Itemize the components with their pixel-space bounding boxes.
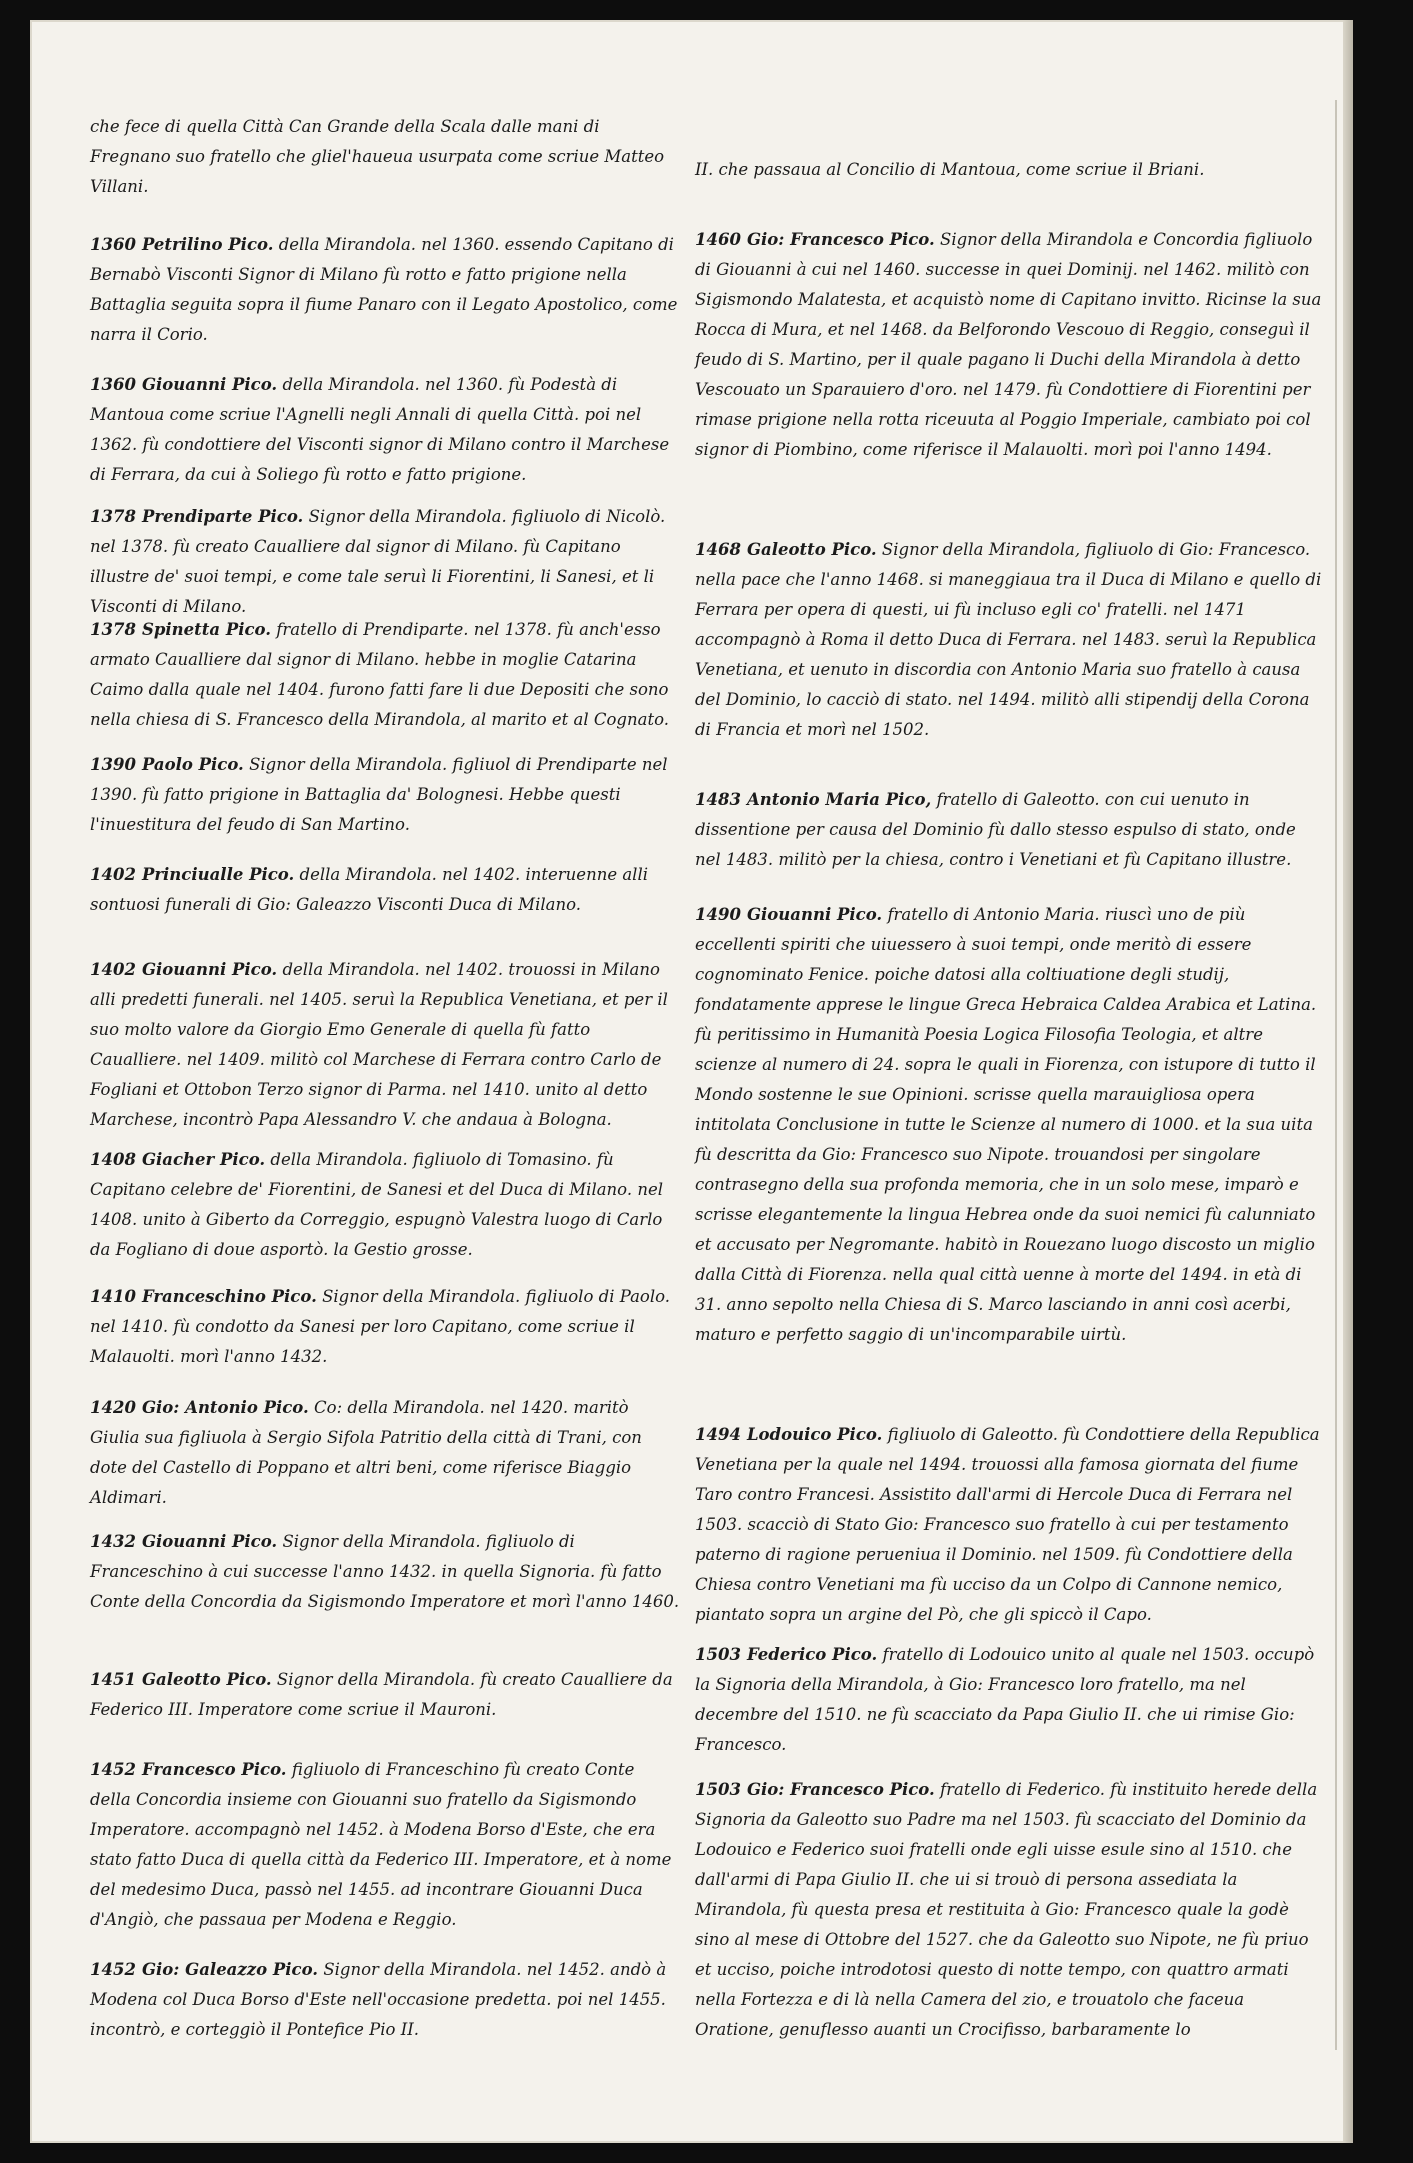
entry-text: della Mirandola. figliuolo di Tomasino. fù Capitano celebre de' Fiorentini, de Sanesi et del Duca di Milano. nel 1408. unito à Giberto da Correggio, espugnò Valestra luogo di Carlo da Fogliano di doue asportò. la Gestio grosse. bbox=[90, 1150, 663, 1259]
entry-name: Giouanni Pico. bbox=[141, 375, 278, 394]
entry bbox=[90, 615, 680, 735]
entry-text: figliuolo di Galeotto. fù Condottiere della Republica Venetiana per la quale nel 1494. trouossi alla famosa giornata del fiume Taro contro Francesi. Assistito dall'armi di Hercole Duca di Ferrara nel 1503. scacciò di Stato Gio: Francesco suo fratello à cui per testamento paterno di ragione perueniua il Dominio. nel 1509. fù Condottiere della Chiesa contro Venetiani ma fù ucciso da un Colpo di Cannone nemico, piantato sopra un argine del Pò, che gli spiccò il Capo. bbox=[695, 1425, 1320, 1624]
entry-year: 1360 bbox=[90, 235, 136, 254]
entry-year: 1408 bbox=[90, 1150, 136, 1169]
margin-rule bbox=[1335, 100, 1337, 2050]
entry-year: 1468 bbox=[695, 540, 741, 559]
entry-year: 1378 bbox=[90, 620, 136, 639]
left-continuation-text: che fece di quella Città Can Grande della Scala dalle mani di Fregnano suo fratello che gliel'haueua usurpata come scriue Matteo Villani. bbox=[90, 117, 665, 196]
entry-name: Giacher Pico. bbox=[141, 1150, 266, 1169]
right-continuation-text: II. che passaua al Concilio di Mantoua, come scriue il Briani. bbox=[695, 160, 1205, 179]
entry-year: 1460 bbox=[695, 230, 741, 249]
entry-year: 1494 bbox=[695, 1425, 741, 1444]
entry-text: fratello di Federico. fù instituito herede della Signoria da Galeotto suo Padre ma nel 1503. fù scacciato del Dominio da Lodouico e Federico suoi fratelli onde egli uisse esule sino al 1510. che dall'armi di Papa Giulio II. che ui si trouò di persona assediata la Mirandola, fù questa presa et restituita à Gio: Francesco quale la godè sino al mese di Ottobre del 1527. che da Galeotto suo Nipote, ne fù priuo et ucciso, poiche introdotosi questo di notte tempo, con quattro armati nella Fortezza e di là nella Camera del zio, e trouatolo che faceua Oratione, genuflesso auanti un Crocifisso, barbaramente lo bbox=[695, 1780, 1318, 2039]
entry-year: 1410 bbox=[90, 1287, 136, 1306]
entry-year: 1390 bbox=[90, 755, 136, 774]
entry-text: Signor della Mirandola. figliuolo di Franceschino à cui successe l'anno 1432. in quella Signoria. fù fatto Conte della Concordia da Sigismondo Imperatore et morì l'anno 1460. bbox=[90, 1532, 680, 1611]
entry bbox=[90, 1955, 680, 2045]
entry bbox=[90, 502, 680, 622]
entry-year: 1432 bbox=[90, 1532, 136, 1551]
entry-text: Signor della Mirandola. figliuolo di Paolo. nel 1410. fù condotto da Sanesi per loro Capitano, come scriue il Malauolti. morì l'anno 1432. bbox=[90, 1287, 671, 1366]
entry-year: 1503 bbox=[695, 1780, 741, 1799]
entry-name: Paolo Pico. bbox=[141, 755, 244, 774]
entry bbox=[90, 860, 680, 920]
entry-name: Lodouico Pico. bbox=[746, 1425, 883, 1444]
entry bbox=[90, 230, 680, 350]
entry-text: Signor della Mirandola e Concordia figliuolo di Giouanni à cui nel 1460. successe in quei Dominij. nel 1462. militò con Sigismondo Malatesta, et acquistò nome di Capitano invitto. Ricinse la sua Rocca di Mura, et nel 1468. da Belforondo Vescouo di Reggio, conseguì il feudo di S. Martino, per il quale pagano li Duchi della Mirandola à detto Vescouato un Sparauiero d'oro. nel 1479. fù Condottiere di Fiorentini per rimase prigione nella rotta riceuuta al Poggio Imperiale, cambiato poi col signor di Piombino, come riferisce il Malauolti. morì poi l'anno 1494. bbox=[695, 230, 1322, 459]
entry-name: Giouanni Pico. bbox=[141, 1532, 278, 1551]
entry-text: fratello di Prendiparte. nel 1378. fù anch'esso armato Caualliere dal signor di Milano. hebbe in moglie Catarina Caimo dalla quale nel 1404. furono fatti fare li due Depositi che sono nella chiesa di S. Francesco della Mirandola, al marito et al Cognato. bbox=[90, 620, 669, 729]
page-binding-edge bbox=[1343, 20, 1353, 2143]
entry-text: Signor della Mirandola. fù creato Caualliere da Federico III. Imperatore come scriue il Mauroni. bbox=[90, 1670, 673, 1719]
entry-name: Gio: Francesco Pico. bbox=[746, 230, 935, 249]
entry bbox=[695, 785, 1325, 875]
entry bbox=[695, 1640, 1325, 1760]
manuscript-page bbox=[30, 20, 1353, 2143]
entry bbox=[90, 1393, 680, 1513]
entry-text: Signor della Mirandola. figliuolo di Nicolò. nel 1378. fù creato Caualliere dal signor di Milano. fù Capitano illustre de' suoi tempi, e come tale seruì li Fiorentini, li Sanesi, et li Visconti di Milano. bbox=[90, 507, 666, 616]
entry-year: 1402 bbox=[90, 865, 136, 884]
entry-year: 1452 bbox=[90, 1760, 136, 1779]
entry bbox=[695, 1420, 1325, 1630]
entry bbox=[90, 955, 680, 1135]
entry-name: Giouanni Pico. bbox=[141, 960, 278, 979]
entry-text: figliuolo di Franceschino fù creato Conte della Concordia insieme con Giouanni suo fratello da Sigismondo Imperatore. accompagnò nel 1452. à Modena Borso d'Este, che era stato fatto Duca di quella città da Federico III. Imperatore, et à nome del medesimo Duca, passò nel 1455. ad incontrare Giouanni Duca d'Angiò, che passaua per Modena e Reggio. bbox=[90, 1760, 672, 1929]
entry-name: Gio: Galeazzo Pico. bbox=[141, 1960, 319, 1979]
entry bbox=[90, 1665, 680, 1725]
entry-text: della Mirandola. nel 1402. trouossi in Milano alli predetti funerali. nel 1405. seruì la Republica Venetiana, et per il suo molto valore da Giorgio Emo Generale di quella fù fatto Caualliere. nel 1409. militò col Marchese di Ferrara contro Carlo de Fogliani et Ottobon Terzo signor di Parma. nel 1410. unito al detto Marchese, incontrò Papa Alessandro V. che andaua à Bologna. bbox=[90, 960, 668, 1129]
entry-name: Antonio Maria Pico, bbox=[746, 790, 932, 809]
entry-name: Prendiparte Pico. bbox=[141, 507, 304, 526]
entry-text: Signor della Mirandola. nel 1452. andò à Modena col Duca Borso d'Este nell'occasione predetta. poi nel 1455. incontrò, e corteggiò il Pontefice Pio II. bbox=[90, 1960, 667, 2039]
entry-year: 1378 bbox=[90, 507, 136, 526]
entry-name: Galeotto Pico. bbox=[746, 540, 877, 559]
entry-name: Giouanni Pico. bbox=[746, 905, 883, 924]
entry bbox=[90, 1145, 680, 1265]
entry-text: fratello di Lodouico unito al quale nel 1503. occupò la Signoria della Mirandola, à Gio: Francesco loro fratello, ma nel decembre del 1510. ne fù scacciato da Papa Giulio II. che ui rimise Gio: Francesco. bbox=[695, 1645, 1315, 1754]
entry bbox=[90, 370, 680, 490]
entry-name: Princiualle Pico. bbox=[141, 865, 295, 884]
entry-year: 1490 bbox=[695, 905, 741, 924]
entry-name: Petrilino Pico. bbox=[141, 235, 274, 254]
entry-text: della Mirandola. nel 1360. fù Podestà di Mantoua come scriue l'Agnelli negli Annali di quella Città. poi nel 1362. fù condottiere del Visconti signor di Milano contro il Marchese di Ferrara, da cui à Soliego fù rotto e fatto prigione. bbox=[90, 375, 670, 484]
entry bbox=[695, 225, 1325, 465]
entry bbox=[90, 1755, 680, 1935]
entry-year: 1420 bbox=[90, 1398, 136, 1417]
entry-text: della Mirandola. nel 1402. interuenne alli sontuosi funerali di Gio: Galeazzo Visconti Duca di Milano. bbox=[90, 865, 649, 914]
entry-text: della Mirandola. nel 1360. essendo Capitano di Bernabò Visconti Signor di Milano fù rotto e fatto prigione nella Battaglia seguita sopra il fiume Panaro con il Legato Apostolico, come narra il Corio. bbox=[90, 235, 678, 344]
entry-year: 1451 bbox=[90, 1670, 136, 1689]
entry-text: fratello di Antonio Maria. riuscì uno de più eccellenti spiriti che uiuessero à suoi tempi, onde meritò di essere cognominato Fenice. poiche datosi alla coltiuatione degli studij, fondatamente apprese le lingue Greca Hebraica Caldea Arabica et Latina. fù peritissimo in Humanità Poesia Logica Filosofia Teologia, et altre scienze al numero di 24. sopra le quali in Fiorenza, con istupore di tutto il Mondo sostenne le sue Opinioni. scrisse quella marauigliosa opera intitolata Conclusione in tutte le Scienze al numero di 1000. et la sua uita fù descritta da Gio: Francesco suo Nipote. trouandosi per singolare contrasegno della sua profonda memoria, che in un solo mese, imparò e scrisse elegantemente la lingua Hebrea onde da suoi nemici fù calunniato et accusato per Negromante. habitò in Rouezano luogo discosto un miglio dalla Città di Fiorenza. nella qual città uenne à morte del 1494. in età di 31. anno sepolto nella Chiesa di S. Marco lasciando in anni così acerbi, maturo e perfetto saggio di un'incomparabile uirtù. bbox=[695, 905, 1317, 1344]
entry bbox=[90, 750, 680, 840]
entry-name: Gio: Francesco Pico. bbox=[746, 1780, 935, 1799]
entry-name: Franceschino Pico. bbox=[141, 1287, 317, 1306]
entry bbox=[90, 1527, 680, 1617]
entry-year: 1452 bbox=[90, 1960, 136, 1979]
entry-name: Spinetta Pico. bbox=[141, 620, 272, 639]
entry-year: 1483 bbox=[695, 790, 741, 809]
entry-name: Galeotto Pico. bbox=[141, 1670, 272, 1689]
entry-name: Francesco Pico. bbox=[141, 1760, 287, 1779]
entry-year: 1402 bbox=[90, 960, 136, 979]
entry-text: fratello di Galeotto. con cui uenuto in dissentione per causa del Dominio fù dallo stesso espulso di stato, onde nel 1483. militò per la chiesa, contro i Venetiani et fù Capitano illustre. bbox=[695, 790, 1296, 869]
entry-name: Gio: Antonio Pico. bbox=[141, 1398, 309, 1417]
entry bbox=[695, 900, 1325, 1350]
entry-text: Signor della Mirandola. figliuol di Prendiparte nel 1390. fù fatto prigione in Battaglia da' Bolognesi. Hebbe questi l'inuestitura del feudo di San Martino. bbox=[90, 755, 668, 834]
entry-name: Federico Pico. bbox=[746, 1645, 878, 1664]
entry bbox=[695, 535, 1325, 745]
entry-text: Signor della Mirandola, figliuolo di Gio: Francesco. nella pace che l'anno 1468. si maneggiaua tra il Duca di Milano e quello di Ferrara per opera di questi, ui fù incluso egli co' fratelli. nel 1471 accompagnò à Roma il detto Duca di Ferrara. nel 1483. seruì la Republica Venetiana, et uenuto in discordia con Antonio Maria suo fratello à causa del Dominio, lo cacciò di stato. nel 1494. militò alli stipendij della Corona di Francia et morì nel 1502. bbox=[695, 540, 1322, 739]
entry-text: Co: della Mirandola. nel 1420. maritò Giulia sua figliuola à Sergio Sifola Patritio della città di Trani, con dote del Castello di Poppano et altri beni, come riferisce Biaggio Aldimari. bbox=[90, 1398, 642, 1507]
entry-year: 1360 bbox=[90, 375, 136, 394]
entry-year: 1503 bbox=[695, 1645, 741, 1664]
entry bbox=[90, 1282, 680, 1372]
entry bbox=[695, 1775, 1325, 2045]
